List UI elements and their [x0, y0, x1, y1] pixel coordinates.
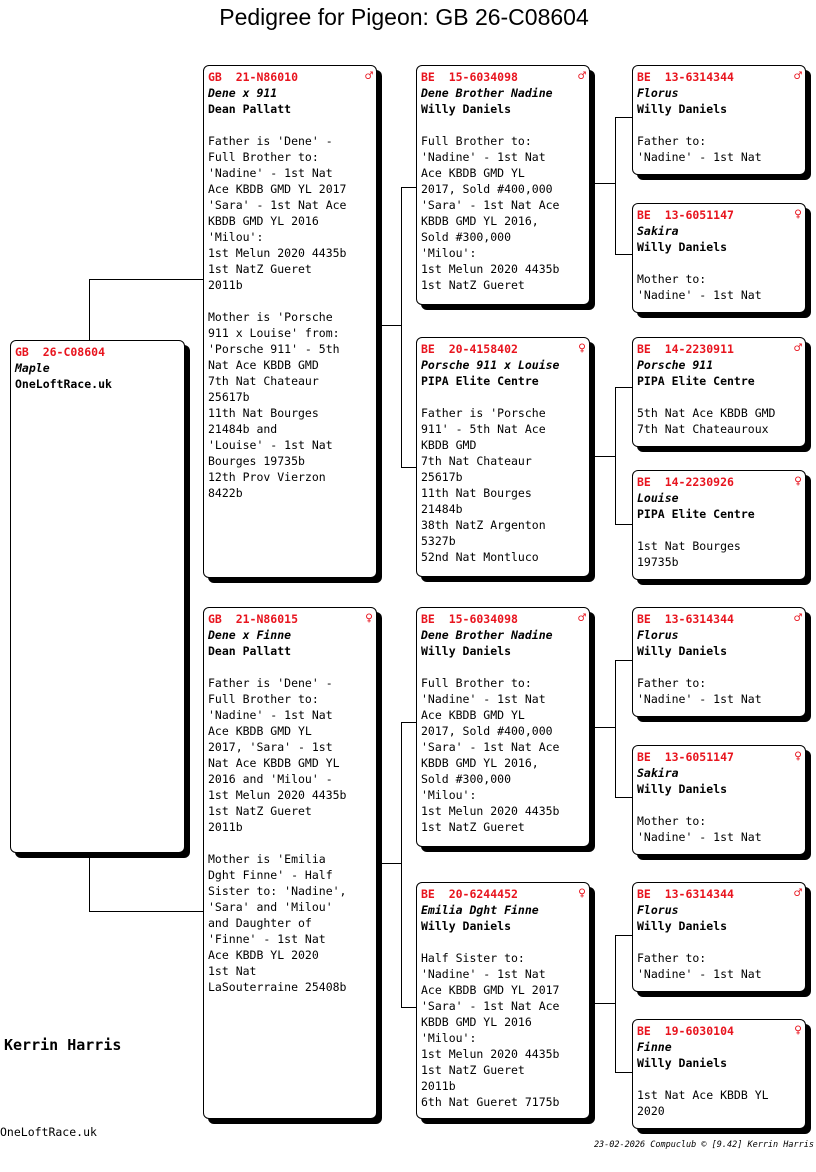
owner-name: Willy Daniels [637, 102, 728, 116]
connector-line [401, 187, 417, 188]
owner-name: OneLoftRace.uk [15, 377, 112, 391]
ring-number: BE 13-6314344 [637, 612, 734, 626]
male-icon: ♂ [794, 886, 802, 901]
pigeon-name: Florus [637, 86, 679, 100]
connector-line [401, 467, 417, 468]
pigeon-notes: Mother to: 'Nadine' - 1st Nat [637, 814, 762, 844]
connector-line [590, 183, 615, 184]
connector-line [89, 279, 90, 341]
ring-number: BE 15-6034098 [421, 70, 518, 84]
pigeon-name: Dene x 911 [208, 86, 278, 100]
ssd-card[interactable] [632, 203, 806, 313]
owner-name: Willy Daniels [637, 240, 728, 254]
connector-line [376, 863, 401, 864]
page-title: Pedigree for Pigeon: GB 26-C08604 [219, 4, 589, 30]
sire-dam-card[interactable] [416, 337, 590, 577]
connector-line [401, 1007, 417, 1008]
female-icon: ♀ [365, 611, 373, 626]
pigeon-name: Dene Brother Nadine [421, 86, 553, 100]
owner-name: Willy Daniels [637, 1056, 728, 1070]
sdd-card[interactable] [632, 470, 806, 580]
pigeon-notes: Half Sister to: 'Nadine' - 1st Nat Ace KBDB GMD YL 2017 'Sara' - 1st Nat Ace KBDB GMD YL 2016 'Milou': 1st Melun 2020 4435b 1st NatZ Gueret 2011b 6th Nat Gueret 7175b [421, 951, 560, 1109]
connector-line [89, 279, 204, 280]
owner-name: PIPA Elite Centre [637, 374, 755, 388]
owner-name: Willy Daniels [421, 644, 512, 658]
connector-line [615, 797, 633, 798]
ring-number: BE 20-6244452 [421, 887, 518, 901]
connector-line [89, 911, 204, 912]
dds-card[interactable] [632, 882, 806, 992]
connector-line [615, 660, 616, 798]
pigeon-name: Sakira [637, 224, 679, 238]
connector-line [615, 387, 633, 388]
connector-line [615, 660, 633, 661]
subject-pigeon-card[interactable] [10, 340, 185, 853]
owner-name: Dean Pallatt [208, 644, 292, 658]
owner-name: Dean Pallatt [208, 102, 292, 116]
pigeon-notes: Father to: 'Nadine' - 1st Nat [637, 134, 762, 164]
connector-line [89, 853, 90, 912]
ring-number: BE 14-2230926 [637, 475, 734, 489]
connector-line [615, 1072, 633, 1073]
ring-number: BE 13-6314344 [637, 887, 734, 901]
pigeon-notes: Father to: 'Nadine' - 1st Nat [637, 676, 762, 706]
female-icon: ♀ [794, 207, 802, 222]
pigeon-name: Dene Brother Nadine [421, 628, 553, 642]
connector-line [401, 722, 417, 723]
connector-line [376, 325, 401, 326]
dam-sire-card[interactable] [416, 607, 590, 847]
connector-line [401, 722, 402, 1008]
owner-name: PIPA Elite Centre [637, 507, 755, 521]
ring-number: BE 14-2230911 [637, 342, 734, 356]
pigeon-notes: Full Brother to: 'Nadine' - 1st Nat Ace KBDB GMD YL 2017, Sold #400,000 'Sara' - 1st Nat Ace KBDB GMD YL 2016, Sold #300,000 'Milou': 1st Melun 2020 4435b 1st NatZ Gueret [421, 676, 560, 834]
pigeon-notes: Father is 'Porsche 911' - 5th Nat Ace KBDB GMD 7th Nat Chateaur 25617b 11th Nat Bourges 21484b 38th NatZ Argenton 5327b 52nd Nat Montluco [421, 406, 546, 564]
connector-line [615, 387, 616, 525]
owner-name: Willy Daniels [637, 919, 728, 933]
connector-line [590, 727, 615, 728]
pigeon-notes: 1st Nat Ace KBDB YL 2020 [637, 1088, 769, 1118]
male-icon: ♂ [578, 69, 586, 84]
male-icon: ♂ [578, 611, 586, 626]
pigeon-notes: Full Brother to: 'Nadine' - 1st Nat Ace KBDB GMD YL 2017, Sold #400,000 'Sara' - 1st Nat Ace KBDB GMD YL 2016, Sold #300,000 'Milou': 1st Melun 2020 4435b 1st NatZ Gueret [421, 134, 560, 292]
connector-line [615, 935, 633, 936]
female-icon: ♀ [578, 886, 586, 901]
sss-card[interactable] [632, 65, 806, 175]
pigeon-name: Porsche 911 [637, 358, 714, 372]
connector-line [615, 254, 633, 255]
sire-sire-card[interactable] [416, 65, 590, 305]
owner-name: Willy Daniels [421, 919, 512, 933]
pigeon-notes: 1st Nat Bourges 19735b [637, 539, 741, 569]
sds-card[interactable] [632, 337, 806, 447]
pigeon-name: Louise [637, 491, 679, 505]
ring-number: GB 26-C08604 [15, 345, 106, 359]
owner-name: Willy Daniels [637, 782, 728, 796]
sire-card[interactable] [203, 65, 377, 578]
connector-line [615, 524, 633, 525]
ring-number: BE 13-6051147 [637, 208, 734, 222]
pigeon-notes: 5th Nat Ace KBDB GMD 7th Nat Chateauroux [637, 406, 776, 436]
female-icon: ♀ [578, 341, 586, 356]
pigeon-notes: Father is 'Dene' - Full Brother to: 'Nadine' - 1st Nat Ace KBDB GMD YL 2017, 'Sara' - 1st Nat Ace KBDB GMD YL 2016 and 'Milou' - 1st Melun 2020 4435b 1st NatZ Gueret 2011b Mother is 'Emilia Dght Finne' - Half Sister to: 'Nadine', 'Sara' and 'Milou' and Daughter of 'Finne' - 1st Nat Ace KBDB YL 2020 1st Nat LaSouterraine 25408b [208, 676, 347, 994]
female-icon: ♀ [794, 1023, 802, 1038]
breeder-name: Kerrin Harris [4, 1036, 122, 1054]
female-icon: ♀ [794, 474, 802, 489]
ring-number: BE 20-4158402 [421, 342, 518, 356]
pigeon-name: Florus [637, 903, 679, 917]
footer-website: OneLoftRace.uk [0, 1125, 97, 1139]
pigeon-name: Sakira [637, 766, 679, 780]
pigeon-name: Florus [637, 628, 679, 642]
pigeon-name: Emilia Dght Finne [421, 903, 539, 917]
connector-line [590, 1003, 615, 1004]
owner-name: Willy Daniels [637, 644, 728, 658]
female-icon: ♀ [794, 749, 802, 764]
connector-line [615, 935, 616, 1073]
male-icon: ♂ [365, 69, 373, 84]
pigeon-notes: Mother to: 'Nadine' - 1st Nat [637, 272, 762, 302]
dsd-card[interactable] [632, 745, 806, 855]
ring-number: BE 19-6030104 [637, 1024, 734, 1038]
owner-name: Willy Daniels [421, 102, 512, 116]
pigeon-name: Porsche 911 x Louise [421, 358, 560, 372]
ring-number: GB 21-N86015 [208, 612, 299, 626]
male-icon: ♂ [794, 341, 802, 356]
connector-line [615, 117, 633, 118]
pigeon-name: Finne [637, 1040, 672, 1054]
footer-credits: 23-02-2026 Compuclub © [9.42] Kerrin Harris [593, 1140, 814, 1150]
pigeon-name: Maple [15, 361, 50, 375]
ring-number: GB 21-N86010 [208, 70, 299, 84]
pigeon-notes: Father is 'Dene' - Full Brother to: 'Nadine' - 1st Nat Ace KBDB GMD YL 2017 'Sara' - 1st Nat Ace KBDB GMD YL 2016 'Milou': 1st Melun 2020 4435b 1st NatZ Gueret 2011b Mother is 'Porsche 911 x Louise' from: 'Porsche 911' - 5th Nat Ace KBDB GMD 7th Nat Chateaur 25617b 11th Nat Bourges 21484b and 'Louise' - 1st Nat Bourges 19735b 12th Prov Vierzon 8422b [208, 134, 347, 500]
connector-line [401, 187, 402, 468]
ddd-card[interactable] [632, 1019, 806, 1129]
male-icon: ♂ [794, 69, 802, 84]
dss-card[interactable] [632, 607, 806, 717]
pigeon-notes: Father to: 'Nadine' - 1st Nat [637, 951, 762, 981]
dam-card[interactable] [203, 607, 377, 1119]
connector-line [615, 117, 616, 255]
connector-line [590, 456, 615, 457]
ring-number: BE 13-6051147 [637, 750, 734, 764]
owner-name: PIPA Elite Centre [421, 374, 539, 388]
male-icon: ♂ [794, 611, 802, 626]
ring-number: BE 15-6034098 [421, 612, 518, 626]
pigeon-name: Dene x Finne [208, 628, 292, 642]
ring-number: BE 13-6314344 [637, 70, 734, 84]
dam-dam-card[interactable] [416, 882, 590, 1119]
